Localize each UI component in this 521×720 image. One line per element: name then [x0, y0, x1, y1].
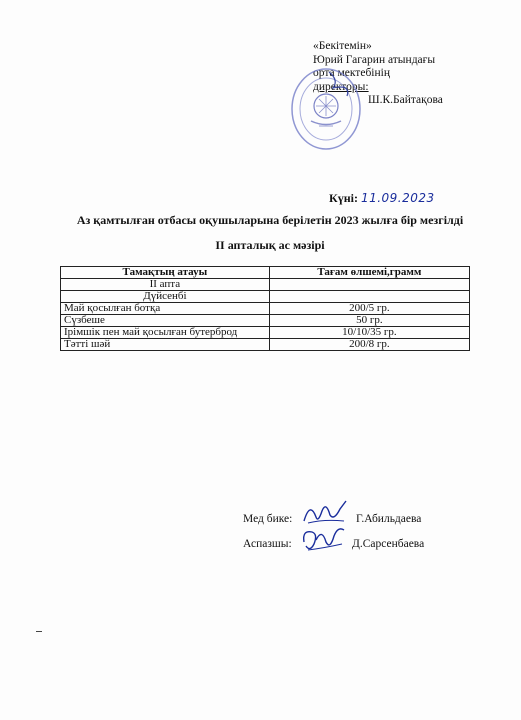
- cook-name: Д.Сарсенбаева: [352, 538, 425, 550]
- date-value: 11.09.2023: [360, 191, 435, 205]
- document-title: Аз қамтылған отбасы оқушыларына берілетін 2023 жылға бір мезгілді: [76, 213, 464, 227]
- table-row: [61, 303, 470, 315]
- margin-mark: [36, 631, 42, 632]
- approval-director-title: директоры:: [313, 80, 369, 93]
- nurse-label: Мед бике:: [243, 513, 293, 525]
- dish-name: Ірімшік пен май қосылған бутерброд: [61, 327, 270, 339]
- dish-amount: 50 гр.: [269, 315, 469, 327]
- approval-director-name: Ш.К.Байтақова: [368, 94, 443, 106]
- table-row: [61, 339, 470, 351]
- date-row: [329, 191, 435, 206]
- table-day-row: [61, 291, 470, 303]
- header-dish-name: Тамақтың атауы: [61, 267, 270, 279]
- dish-name: Май қосылған ботқа: [61, 303, 270, 315]
- menu-table: [60, 266, 470, 351]
- school-stamp: [289, 66, 363, 152]
- document-subtitle: II апталық ас мәзірі: [215, 238, 325, 252]
- dish-name: Сүзбеше: [61, 315, 270, 327]
- nurse-name: Г.Абильдаева: [356, 513, 422, 525]
- table-week-row: [61, 279, 470, 291]
- dish-amount: 200/8 гр.: [269, 339, 469, 351]
- dish-amount: 10/10/35 гр.: [269, 327, 469, 339]
- approval-school-line-2: орта мектебінің: [313, 67, 390, 79]
- approval-heading: «Бекітемін»: [313, 40, 372, 52]
- date-label: Күні:: [329, 191, 358, 205]
- table-row: [61, 315, 470, 327]
- cook-label: Аспазшы:: [243, 538, 292, 550]
- header-portion: Тағам өлшемі,грамм: [269, 267, 469, 279]
- dish-amount: 200/5 гр.: [269, 303, 469, 315]
- dish-name: Тәтті шәй: [61, 339, 270, 351]
- week-label: II апта: [61, 279, 270, 291]
- approval-school-line: Юрий Гагарин атындағы: [313, 53, 436, 66]
- table-row: [61, 327, 470, 339]
- cook-signature: [298, 522, 350, 556]
- table-header-row: [61, 267, 470, 279]
- day-label: Дүйсенбі: [61, 291, 270, 303]
